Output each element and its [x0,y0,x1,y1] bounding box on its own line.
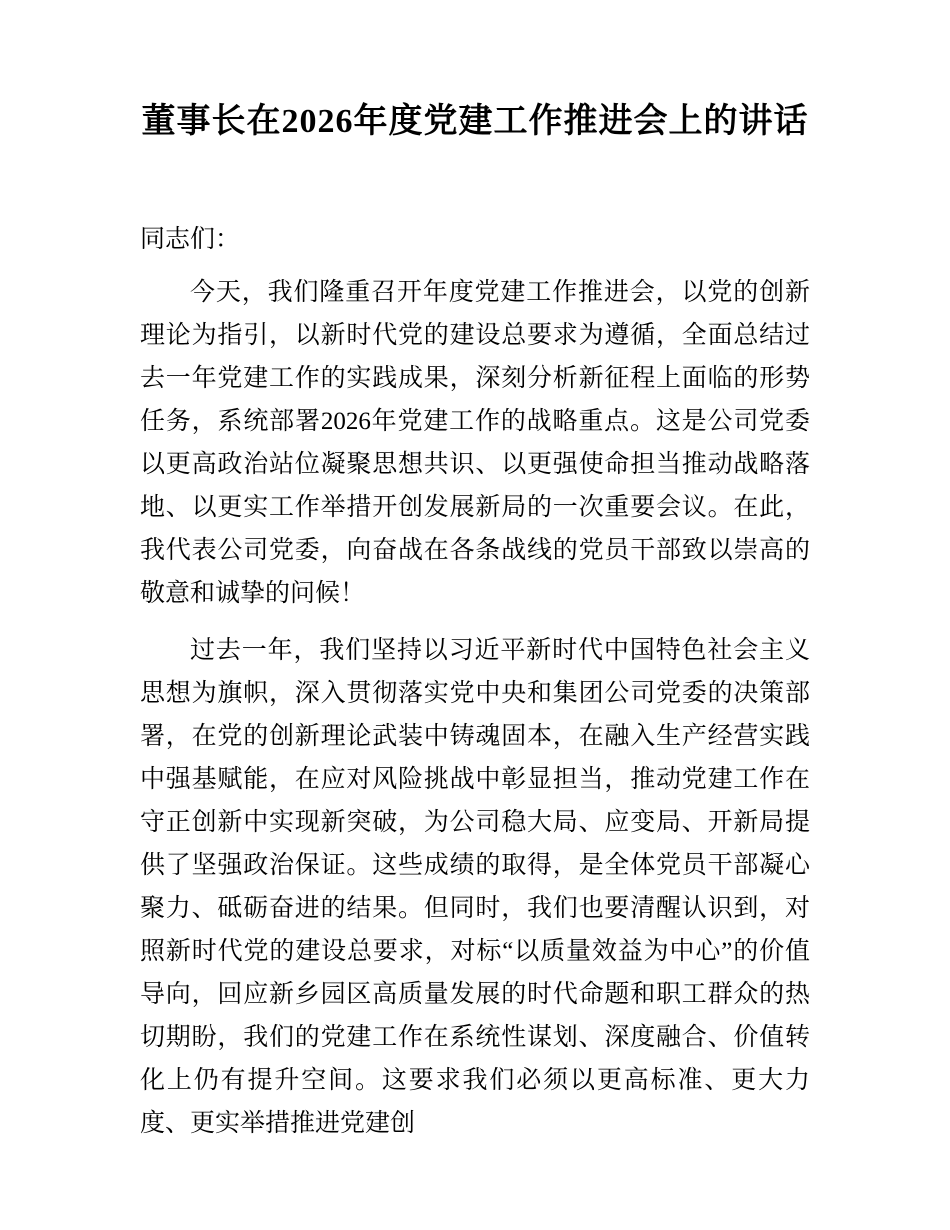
document-title: 董事长在2026年度党建工作推进会上的讲话 [141,103,809,140]
paragraph-2: 过去一年，我们坚持以习近平新时代中国特色社会主义思想为旗帜，深入贯彻落实党中央和集团公司党委的决策部署，在党的创新理论武装中铸魂固本，在融入生产经营实践中强基赋能，在应对风险挑战中彰显担当，推动党建工作在守正创新中实现新突破，为公司稳大局、应变局、开新局提供了坚强政治保证。这些成绩的取得，是全体党员干部凝心聚力、砥砺奋进的结果。但同时，我们也要清醒认识到，对照新时代党的建设总要求，对标“以质量效益为中心”的价值导向，回应新乡园区高质量发展的时代命题和职工群众的热切期盼，我们的党建工作在系统性谋划、深度融合、价值转化上仍有提升空间。这要求我们必须以更高标准、更大力度、更实举措推进党建创 [140,637,810,1138]
paragraph-1: 今天，我们隆重召开年度党建工作推进会，以党的创新理论为指引，以新时代党的建设总要求为遵循，全面总结过去一年党建工作的实践成果，深刻分析新征程上面临的形势任务，系统部署2026年党建工作的战略重点。这是公司党委以更高政治站位凝聚思想共识、以更强使命担当推动战略落地、以更实工作举措开创发展新局的一次重要会议。在此，我代表公司党委，向奋战在各条战线的党员干部致以崇高的敬意和诚挚的问候！ [140,279,810,608]
salutation: 同志们： [140,226,241,254]
